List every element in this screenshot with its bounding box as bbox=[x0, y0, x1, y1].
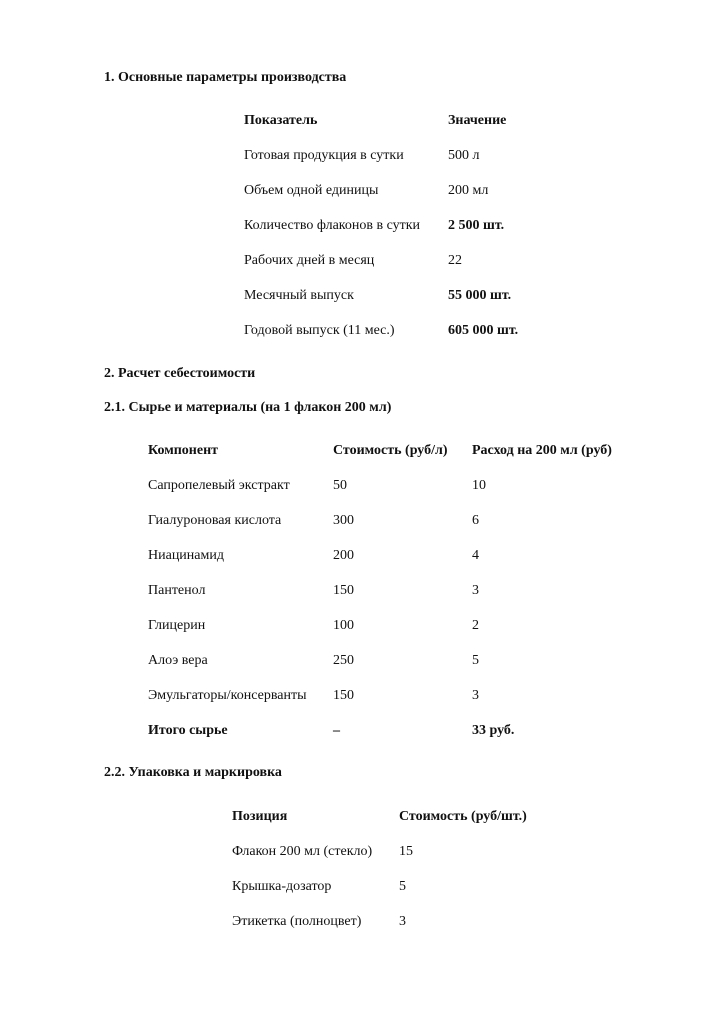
table-row bbox=[148, 503, 632, 538]
table-row bbox=[244, 278, 568, 313]
param-label: Месячный выпуск bbox=[244, 288, 354, 303]
total-value: 33 руб. bbox=[472, 723, 515, 738]
total-cost: – bbox=[333, 723, 340, 738]
header-cell: Расход на 200 мл (руб) bbox=[472, 443, 612, 458]
table-row bbox=[244, 243, 568, 278]
table-cell: Этикетка (полноцвет) bbox=[232, 914, 362, 929]
table-cell: 5 bbox=[472, 653, 479, 668]
table-cell: 150 bbox=[333, 583, 354, 598]
table-cell: 3 bbox=[472, 583, 479, 598]
table-cell: Глицерин bbox=[148, 618, 206, 633]
param-label: Объем одной единицы bbox=[244, 183, 379, 198]
param-label: Рабочих дней в месяц bbox=[244, 253, 375, 268]
table-cell: 150 bbox=[333, 688, 354, 703]
header-cell: Компонент bbox=[148, 443, 219, 458]
table-cell: Флакон 200 мл (стекло) bbox=[232, 844, 373, 859]
packaging-table bbox=[232, 799, 559, 939]
production-params-table bbox=[244, 103, 568, 348]
table-row bbox=[232, 869, 559, 904]
table-cell: Пантенол bbox=[148, 583, 206, 598]
table-cell: 3 bbox=[399, 914, 406, 929]
table-cell: 10 bbox=[472, 478, 486, 493]
table-cell: Крышка-дозатор bbox=[232, 879, 332, 894]
param-value: 22 bbox=[448, 253, 462, 268]
table-cell: 2 bbox=[472, 618, 479, 633]
table-row bbox=[148, 643, 632, 678]
table-row bbox=[232, 834, 559, 869]
table-row bbox=[244, 208, 568, 243]
section-2-2-heading: 2.2. Упаковка и маркировка bbox=[104, 765, 282, 780]
param-value: 605 000 шт. bbox=[448, 323, 519, 338]
table-cell: 50 bbox=[333, 478, 347, 493]
table-row bbox=[232, 904, 559, 939]
header-cell: Стоимость (руб/шт.) bbox=[399, 809, 527, 824]
header-cell: Позиция bbox=[232, 809, 288, 824]
table-cell: 250 bbox=[333, 653, 354, 668]
param-label: Годовой выпуск (11 мес.) bbox=[244, 323, 395, 338]
table-cell: 100 bbox=[333, 618, 354, 633]
total-label: Итого сырье bbox=[148, 723, 228, 738]
table-row bbox=[244, 138, 568, 173]
table-cell: Эмульгаторы/консерванты bbox=[148, 688, 307, 703]
table-cell: 6 bbox=[472, 513, 479, 528]
section-2-1-heading: 2.1. Сырье и материалы (на 1 флакон 200 мл) bbox=[104, 400, 392, 415]
header-cell: Показатель bbox=[244, 113, 318, 128]
section-2-heading: 2. Расчет себестоимости bbox=[104, 366, 256, 381]
table-row bbox=[148, 538, 632, 573]
raw-materials-table bbox=[148, 433, 632, 748]
param-value: 2 500 шт. bbox=[448, 218, 505, 233]
param-value: 500 л bbox=[448, 148, 480, 163]
table-header-row bbox=[148, 433, 632, 468]
param-value: 200 мл bbox=[448, 183, 489, 198]
param-label: Готовая продукция в сутки bbox=[244, 148, 404, 163]
table-row bbox=[244, 313, 568, 348]
section-1-heading: 1. Основные параметры производства bbox=[104, 70, 347, 85]
table-header-row bbox=[244, 103, 568, 138]
header-cell: Стоимость (руб/л) bbox=[333, 443, 448, 458]
table-row bbox=[244, 173, 568, 208]
table-cell: 300 bbox=[333, 513, 354, 528]
param-label: Количество флаконов в сутки bbox=[244, 218, 421, 233]
table-row bbox=[148, 608, 632, 643]
header-cell: Значение bbox=[448, 113, 507, 128]
table-cell: Гиалуроновая кислота bbox=[148, 513, 282, 528]
total-row bbox=[148, 713, 632, 748]
table-cell: 3 bbox=[472, 688, 479, 703]
param-value: 55 000 шт. bbox=[448, 288, 512, 303]
table-row bbox=[148, 573, 632, 608]
table-cell: Алоэ вера bbox=[148, 653, 208, 668]
table-cell: 5 bbox=[399, 879, 406, 894]
table-row bbox=[148, 678, 632, 713]
table-header-row bbox=[232, 799, 559, 834]
table-cell: 15 bbox=[399, 844, 413, 859]
table-cell: Ниацинамид bbox=[148, 548, 224, 563]
table-cell: 4 bbox=[472, 548, 479, 563]
table-cell: Сапропелевый экстракт bbox=[148, 478, 290, 493]
table-cell: 200 bbox=[333, 548, 354, 563]
table-row bbox=[148, 468, 632, 503]
